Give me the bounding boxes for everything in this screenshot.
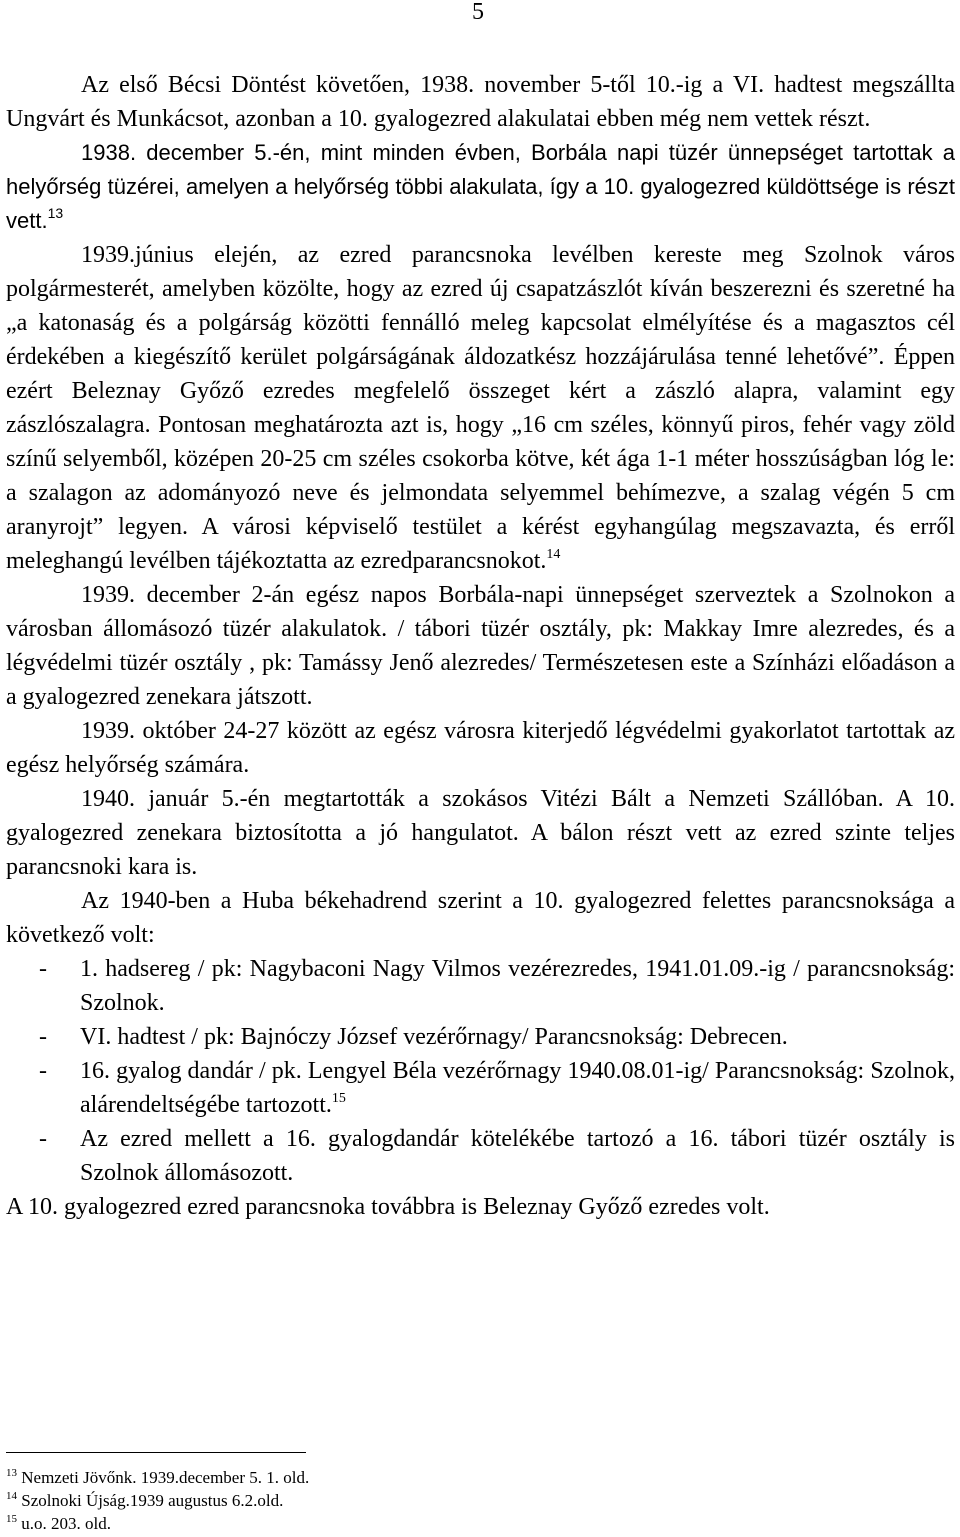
list-item-text: 1. hadsereg / pk: Nagybaconi Nagy Vilmos vezérezredes, 1941.01.09.-ig / parancsnokság: Szolnok.: [80, 956, 955, 1016]
paragraph-7: Az 1940-ben a Huba békehadrend szerint a 10. gyalogezred felettes parancsnoksága a következő volt:: [6, 888, 955, 948]
page-number: 5: [472, 0, 484, 25]
footnotes: [6, 1466, 946, 1535]
paragraph-3-text: 1939.június elején, az ezred parancsnoka levélben kereste meg Szolnok város polgármesterét, amelyben közölte, hogy az ezred új csapatzászlót kíván beszerezni és szeretné ha „a katonaság és a polgárság közötti fennálló meleg kapcsolat elmélyítése és a magasztos cél érdekében a kiegészítő kerület polgárságának áldozatkész hozzájárulása tenné lehetővé”. Éppen ezért Beleznay Győző ezredes megfelelő összeget kért a zászló alapra, valamint egy zászlószalagra. Pontosan meghatározta azt is, hogy „16 cm széles, könnyű piros, fehér vagy zöld színű selyemből, középen 20-25 cm széles csokorba kötve, két ága 1-1 méter hosszúságban lóg le: a szalagon az adományozó neve és jelmondata selyemmel behímezve, a szalag végén 5 cm aranyrojt” legyen. A városi képviselő testület a kérést egyhangúlag megszavazta, és erről meleghangú levélben tájékoztatta az ezredparancsnokot.: [6, 242, 955, 574]
paragraph-3: [6, 238, 955, 578]
footnote-text: u.o. 203. old.: [21, 1514, 111, 1533]
list-dash: -: [39, 956, 47, 982]
paragraph-4: 1939. december 2-án egész napos Borbála-napi ünnepséget szerveztek a Szolnokon a városban állomásozó tüzér alakulatok. / tábori tüzér osztály, pk: Makkay Imre alezredes, és a légvédelmi tüzér osztály , pk: Tamássy Jenő alezredes/ Természetesen este a Színházi előadáson a a gyalogezred zenekara játszott.: [6, 582, 955, 710]
list-item: [6, 1020, 955, 1054]
footnote-separator: [6, 1452, 306, 1453]
paragraph-1: Az első Bécsi Döntést követően, 1938. november 5-től 10.-ig a VI. hadtest megszállta Ungvárt és Munkácsot, azonban a 10. gyalogezred alakulatai ebben még nem vettek részt.: [6, 72, 955, 132]
footnote-ref-14[interactable]: 14: [546, 547, 561, 562]
list-item-text: 16. gyalog dandár / pk. Lengyel Béla vezérőrnagy 1940.08.01-ig/ Parancsnokság: Szolnok, alárendeltségébe tartozott.: [80, 1058, 955, 1118]
footnote-text: Szolnoki Újság.1939 augustus 6.2.old.: [21, 1491, 284, 1510]
paragraph-5: 1939. október 24-27 között az egész városra kiterjedő légvédelmi gyakorlatot tartottak az egész helyőrség számára.: [6, 718, 955, 778]
footnote-ref-13[interactable]: 13: [47, 205, 64, 221]
footnote-number: 13: [6, 1467, 17, 1479]
paragraph-2: [6, 136, 955, 238]
footnote-number: 14: [6, 1490, 17, 1502]
list-item: [6, 1054, 955, 1122]
list-dash: -: [39, 1024, 47, 1050]
command-list: [6, 952, 955, 1190]
footnote-number: 15: [6, 1513, 17, 1525]
body-text: [6, 68, 955, 1224]
paragraph-2-text: 1938. december 5.-én, mint minden évben, Borbála napi tüzér ünnepséget tartottak a helyőrség tüzérei, amelyen a helyőrség többi alakulata, így a 10. gyalogezred küldöttsége is részt vett.: [6, 140, 955, 233]
list-item-text: Az ezred mellett a 16. gyalogdandár kötelékébe tartozó a 16. tábori tüzér osztály is Szolnok állomásozott.: [80, 1126, 955, 1186]
footnote-ref-15[interactable]: 15: [331, 1091, 346, 1106]
footnote-13: [6, 1466, 946, 1489]
list-dash: -: [39, 1126, 47, 1152]
list-item: [6, 952, 955, 1020]
list-item: [6, 1122, 955, 1190]
list-item-text: VI. hadtest / pk: Bajnóczy József vezérőrnagy/ Parancsnokság: Debrecen.: [80, 1024, 788, 1050]
footnote-15: [6, 1512, 946, 1535]
footnote-text: Nemzeti Jövőnk. 1939.december 5. 1. old.: [21, 1468, 310, 1487]
footnote-14: [6, 1489, 946, 1512]
closing-paragraph: A 10. gyalogezred ezred parancsnoka továbbra is Beleznay Győző ezredes volt.: [6, 1194, 770, 1220]
list-dash: -: [39, 1058, 47, 1084]
paragraph-6: 1940. január 5.-én megtartották a szokásos Vitézi Bált a Nemzeti Szállóban. A 10. gyalogezred zenekara biztosította a jó hangulatot. A bálon részt vett az ezred szinte teljes parancsnoki kara is.: [6, 786, 955, 880]
